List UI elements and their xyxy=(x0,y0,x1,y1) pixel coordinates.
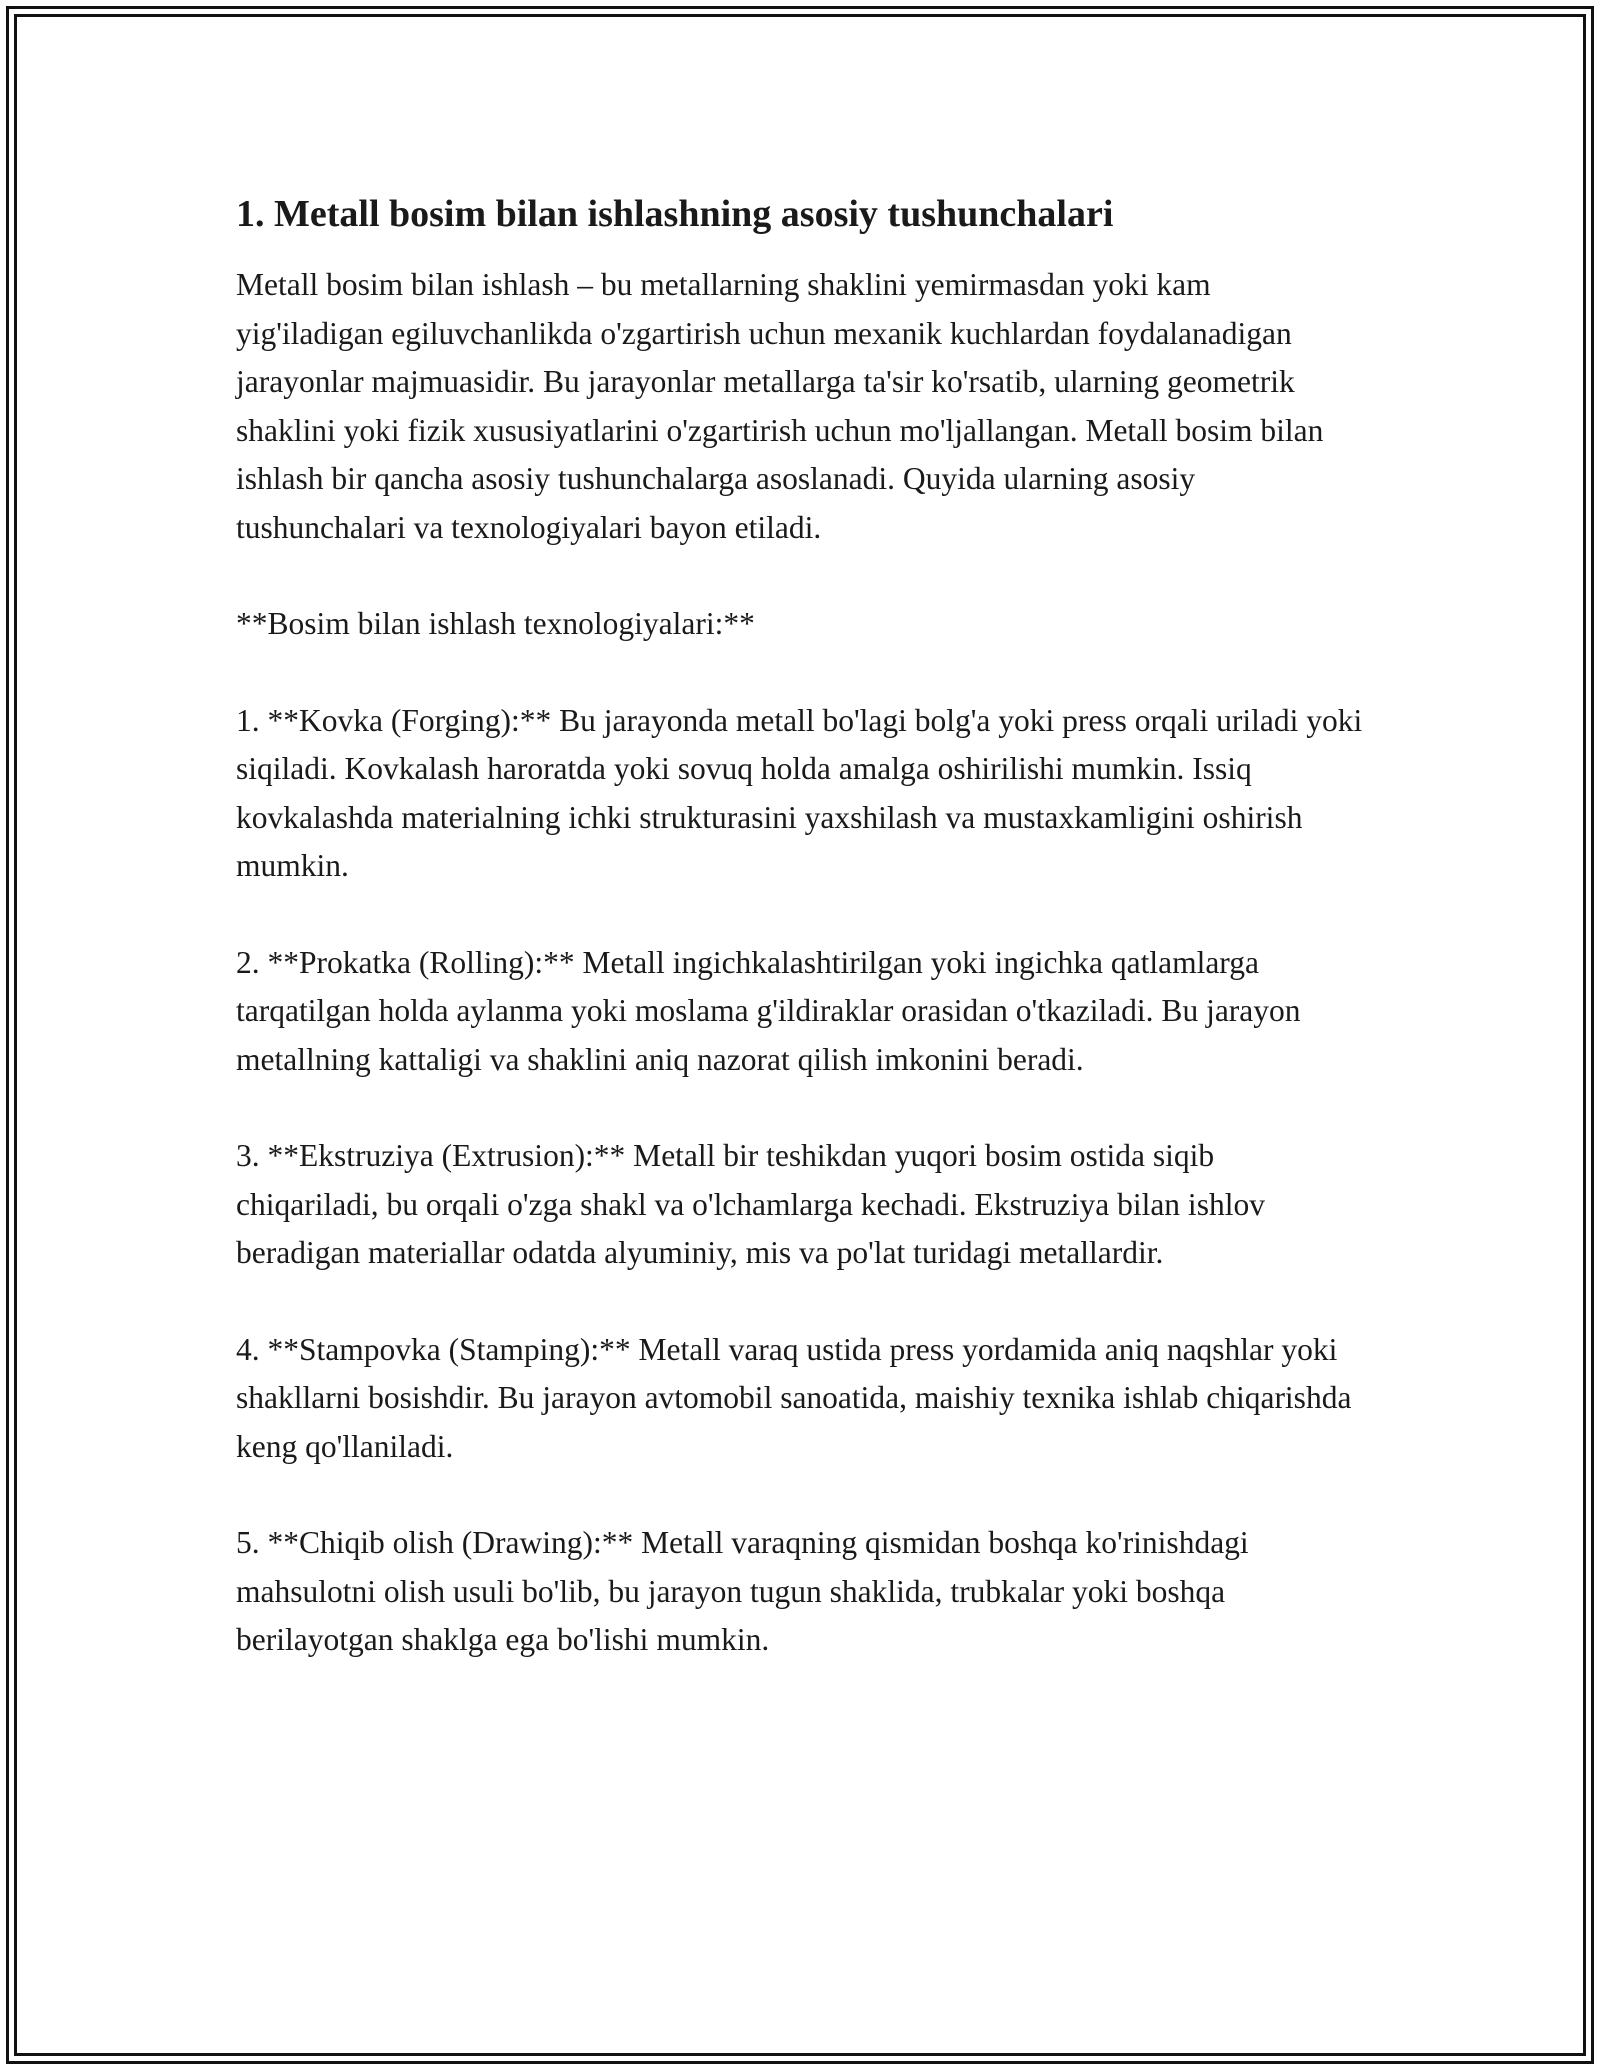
list-item-extrusion: 3. **Ekstruziya (Extrusion):** Metall bir teshikdan yuqori bosim ostida siqib chiqariladi, bu orqali o'zga shakl va o'lchamlarga kechadi. Ekstruziya bilan ishlov beradigan materiallar odatda alyuminiy, mis va po'lat turidagi metallardir. xyxy=(236,1138,1265,1270)
document-heading: 1. Metall bosim bilan ishlashning asosiy tushunchalari xyxy=(236,193,1114,235)
list-item-drawing: 5. **Chiqib olish (Drawing):** Metall varaqning qismidan boshqa ko'rinishdagi mahsulotni olish usuli bo'lib, bu jarayon tugun shaklida, trubkalar yoki boshqa berilayotgan shaklga ega bo'lishi mumkin. xyxy=(236,1525,1249,1657)
section-title: **Bosim bilan ishlash texnologiyalari:** xyxy=(236,606,755,641)
intro-paragraph: Metall bosim bilan ishlash – bu metallarning shaklini yemirmasdan yoki kam yig'iladigan egiluvchanlikda o'zgartirish uchun mexanik kuchlardan foydalanadigan jarayonlar majmuasidir. Bu jarayonlar metallarga ta'sir ko'rsatib, ularning geometrik shaklini yoki fizik xususiyatlarini o'zgartirish uchun mo'ljallangan. Metall bosim bilan ishlash bir qancha asosiy tushunchalarga asoslanadi. Quyida ularning asosiy tushunchalari va texnologiyalari bayon etiladi. xyxy=(236,267,1324,545)
document-page xyxy=(236,185,1364,1665)
list-item-rolling: 2. **Prokatka (Rolling):** Metall ingichkalashtirilgan yoki ingichka qatlamlarga tarqatilgan holda aylanma yoki moslama g'ildiraklar orasidan o'tkaziladi. Bu jarayon metallning kattaligi va shaklini aniq nazorat qilish imkonini beradi. xyxy=(236,944,1301,1077)
list-item-forging: 1. **Kovka (Forging):** Bu jarayonda metall bo'lagi bolg'a yoki press orqali uriladi yoki siqiladi. Kovkalash haroratda yoki sovuq holda amalga oshirilishi mumkin. Issiq kovkalashda materialning ichki strukturasini yaxshilash va mustaxkamligini oshirish mumkin. xyxy=(236,702,1363,883)
list-item-stamping: 4. **Stampovka (Stamping):** Metall varaq ustida press yordamida aniq naqshlar yoki shakllarni bosishdir. Bu jarayon avtomobil sanoatida, maishiy texnika ishlab chiqarishda keng qo'llaniladi. xyxy=(236,1331,1352,1464)
